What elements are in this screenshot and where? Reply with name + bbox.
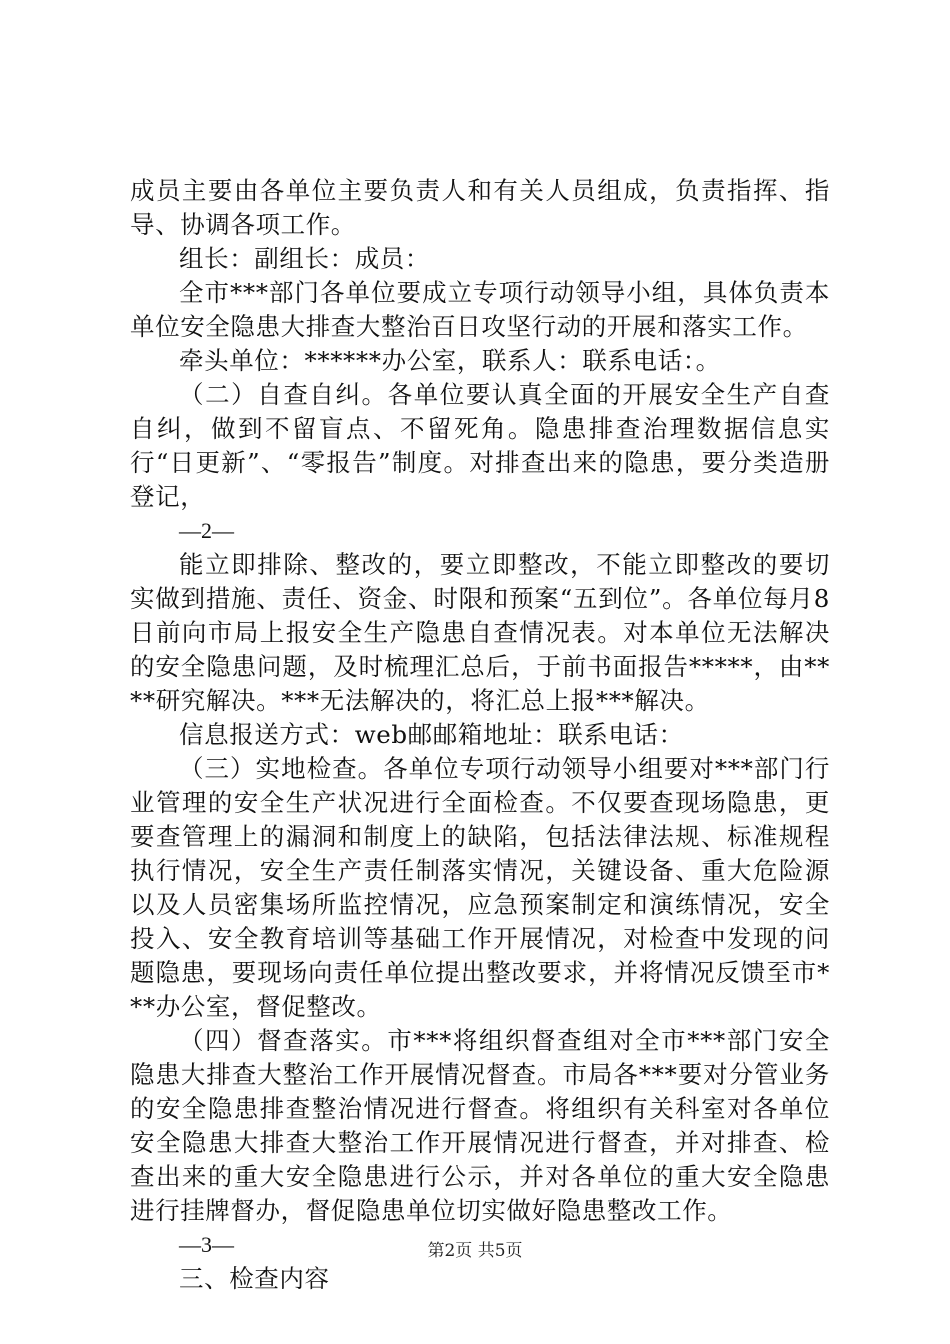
page-marker-2: —2—: [179, 518, 234, 543]
page-footer: 第2页 共5页: [427, 1241, 523, 1261]
paragraph-self-inspection: （二）自查自纠。各单位要认真全面的开展安全生产自查自纠，做到不留盲点、不留死角。隐患排查治理数据信息实行“日更新”、“零报告”制度。对排查出来的隐患，要分类造册登记，: [130, 380, 830, 511]
paragraph-field-inspection: （三）实地检查。各单位专项行动领导小组要对***部门行业管理的安全生产状况进行全面检查。不仅要查现场隐患，更要查管理上的漏洞和制度上的缺陷，包括法律法规、标准规程执行情况，安全生产责任制落实情况，关键设备、重大危险源以及人员密集场所监控情况，应急预案制定和演练情况，安全投入、安全教育培训等基础工作开展情况，对检查中发现的问题隐患，要现场向责任单位提出整改要求，并将情况反馈至市***办公室，督促整改。: [130, 754, 830, 1021]
paragraph-supervision: （四）督查落实。市***将组织督查组对全市***部门安全隐患大排查大整治工作开展情况督查。市局各***要对分管业务的安全隐患排查整治情况进行督查。将组织有关科室对各单位安全隐患大排查大整治工作开展情况进行督查，并对排查、检查出来的重大安全隐患进行公示，并对各单位的重大安全隐患进行挂牌督办，督促隐患单位切实做好隐患整改工作。: [130, 1026, 830, 1225]
document-body: [130, 174, 830, 1296]
paragraph-rectification: 能立即排除、整改的，要立即整改，不能立即整改的要切实做到措施、责任、资金、时限和预案“五到位”。各单位每月8日前向市局上报安全生产隐患自查情况表。对本单位无法解决的安全隐患问题，及时梳理汇总后，于前书面报告*****，由****研究解决。***无法解决的，将汇总上报***解决。: [130, 550, 830, 715]
paragraph-lead-unit: 牵头单位：******办公室，联系人：联系电话：。: [179, 346, 721, 375]
section-heading-inspection-content: 三、检查内容: [179, 1264, 330, 1293]
paragraph-members: 成员主要由各单位主要负责人和有关人员组成，负责指挥、指导、协调各项工作。: [130, 176, 830, 239]
paragraph-leader-roles: 组长：副组长：成员：: [179, 244, 430, 273]
page-marker-3: —3—: [179, 1232, 234, 1257]
paragraph-report-method: 信息报送方式：web邮邮箱地址：联系电话：: [179, 720, 684, 749]
paragraph-leading-group: 全市***部门各单位要成立专项行动领导小组，具体负责本单位安全隐患大排查大整治百日攻坚行动的开展和落实工作。: [130, 278, 830, 341]
